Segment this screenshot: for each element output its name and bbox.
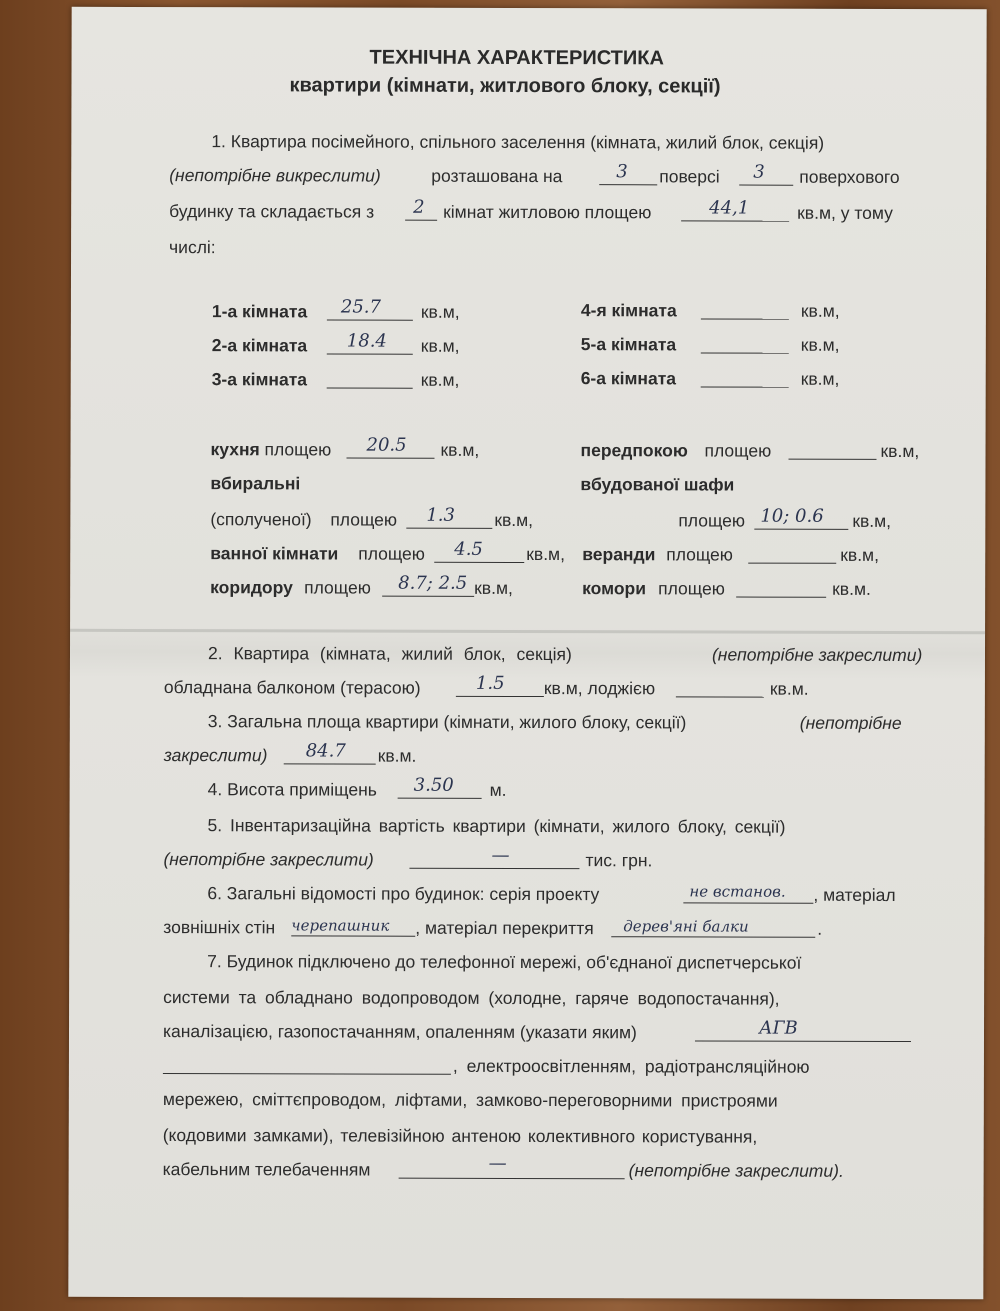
floor-value: 3 — [616, 161, 628, 183]
combined-value: 1.3 — [426, 504, 456, 526]
kitchen-unit: кв.м, — [440, 439, 480, 460]
kitchen-label: кухня — [210, 439, 260, 460]
toilet-label: вбиральні — [210, 473, 301, 494]
room-4-line — [701, 318, 789, 319]
inventory-line — [409, 868, 579, 869]
series-line — [683, 902, 813, 903]
room-2-value: 18.4 — [346, 330, 387, 352]
kitchen-area-word: площею — [264, 439, 332, 460]
floors-value: 3 — [753, 161, 765, 183]
room-3-label: 3-а кімната — [211, 369, 308, 390]
paper-fold — [70, 629, 985, 634]
hall-line — [789, 459, 877, 460]
p5-line1: 5. Інвентаризаційна вартість квартири (кімнати, жилого блоку, секції) — [207, 815, 786, 837]
rooms-line — [405, 220, 437, 221]
storage-label: комори — [582, 578, 647, 599]
p2-unit: кв.м. — [769, 678, 809, 699]
corridor-unit: кв.м, — [474, 577, 513, 598]
heating-line-2 — [163, 1073, 451, 1075]
p1-floor-word: поверсі — [659, 166, 720, 187]
floor-line — [599, 184, 657, 185]
living-line — [681, 220, 789, 221]
room-4-label: 4-я кімната — [580, 300, 677, 321]
room-1-value: 25.7 — [340, 296, 382, 318]
walls-value: черепашник — [291, 916, 390, 935]
kitchen-value: 20.5 — [366, 434, 407, 456]
builtin-label: вбудованої шафи — [580, 474, 735, 495]
combined-unit: кв.м, — [494, 509, 534, 531]
document-page — [68, 7, 986, 1299]
room-5-unit: кв.м, — [800, 334, 840, 355]
kitchen-line — [347, 458, 435, 459]
heating-line — [695, 1040, 911, 1042]
overlap-value: дерев'яні балки — [623, 917, 749, 936]
p1-line1: 1. Квартира посімейного, спільного заселення (кімната, жилий блок, секція) — [211, 131, 825, 153]
p7-note: (непотрібне закреслити). — [628, 1160, 844, 1181]
doc-subtitle: квартири (кімнати, житлового блоку, секції) — [289, 74, 721, 98]
builtin-area-word: площею — [678, 510, 746, 531]
hall-label: передпокою — [580, 440, 688, 461]
room-5-label: 5-а кімната — [580, 334, 677, 355]
room-3-unit: кв.м, — [420, 369, 460, 390]
builtin-unit: кв.м, — [852, 510, 892, 531]
balcony-line — [456, 696, 544, 697]
p6-material: , матеріал — [813, 884, 896, 905]
p6-walls: зовнішніх стін — [163, 917, 276, 938]
bath-line — [434, 562, 524, 563]
p1-chysli: числі: — [169, 237, 216, 258]
p4-unit: м. — [489, 779, 507, 800]
bath-unit: кв.м, — [526, 543, 566, 565]
room-6-line — [701, 386, 789, 387]
total-value: 84.7 — [305, 740, 346, 762]
veranda-label: веранди — [582, 544, 656, 565]
p7-line2: системи та обладнано водопроводом (холодне, гаряче водопостачання), — [163, 987, 780, 1009]
p4-label: 4. Висота приміщень — [207, 779, 377, 800]
room-6-unit: кв.м, — [800, 368, 840, 389]
combined-area-word: площею — [330, 509, 398, 530]
corridor-area-word: площею — [304, 577, 371, 598]
room-2-label: 2-а кімната — [211, 335, 308, 356]
loggia-line — [676, 696, 764, 697]
p6-floors-label: , матеріал перекриття — [415, 917, 594, 939]
floors-line — [739, 185, 793, 186]
storage-unit: кв.м. — [832, 578, 871, 599]
builtin-line — [754, 529, 848, 530]
corridor-label: коридору — [210, 577, 293, 598]
room-1-line — [327, 319, 413, 320]
p6-end: . — [817, 918, 823, 939]
combined-label: (сполученої) — [210, 509, 312, 530]
doc-title: ТЕХНІЧНА ХАРАКТЕРИСТИКА — [369, 46, 664, 70]
bath-value: 4.5 — [454, 538, 483, 560]
storage-line — [736, 597, 826, 598]
cable-line — [399, 1178, 625, 1180]
hall-unit: кв.м, — [880, 440, 920, 462]
p2-note: (непотрібне закреслити) — [711, 644, 923, 666]
living-area-value: 44,1 — [709, 197, 750, 219]
series-value: не встанов. — [689, 882, 786, 901]
p7-line3: каналізацією, газопостачанням, опаленням (указати яким) — [162, 1021, 637, 1043]
p5-note: (непотрібне закреслити) — [163, 849, 374, 870]
p1-note: (непотрібне викреслити) — [169, 165, 381, 186]
p2-line1: 2. Квартира (кімната, жилий блок, секція) — [207, 643, 572, 665]
corridor-value: 8.7; 2.5 — [398, 572, 468, 594]
storage-area-word: площею — [658, 578, 725, 599]
p2-line2: обладнана балконом (терасою) — [163, 677, 421, 698]
builtin-value: 10; 0.6 — [760, 505, 824, 527]
p7-line7: кабельним телебаченням — [162, 1159, 371, 1180]
rooms-value: 2 — [413, 196, 425, 218]
walls-line — [291, 935, 415, 936]
p3-line1: 3. Загальна площа квартири (кімнати, жилого блоку, секції) — [207, 711, 687, 733]
height-line — [398, 798, 482, 799]
p7-line4: , електроосвітленням, радіотрансляційною — [452, 1055, 810, 1077]
heating-value: АГВ — [758, 1017, 798, 1039]
total-line — [284, 763, 376, 764]
room-2-line — [327, 353, 413, 354]
combined-line — [406, 528, 492, 529]
p2-loggia: кв.м, лоджією — [543, 678, 656, 699]
room-6-label: 6-а кімната — [580, 368, 677, 389]
veranda-line — [748, 563, 836, 564]
p1-building: будинку та складається з — [169, 201, 375, 222]
height-value: 3.50 — [413, 774, 454, 796]
room-2-unit: кв.м, — [420, 335, 460, 356]
veranda-unit: кв.м, — [840, 544, 880, 565]
p1-storey-word: поверхового — [799, 166, 900, 187]
room-5-line — [701, 352, 789, 353]
p7-line1: 7. Будинок підключено до телефонної мережі, об'єднаної диспетчерської — [207, 951, 802, 973]
p7-line5: мережею, сміттєпроводом, ліфтами, замково-переговорними пристроями — [162, 1089, 778, 1111]
bath-label: ванної кімнати — [210, 543, 339, 564]
room-3-line — [327, 387, 413, 388]
p3-unit: кв.м. — [377, 745, 417, 766]
inventory-value: — — [491, 844, 510, 866]
p6-line1: 6. Загальні відомості про будинок: серія проекту — [207, 883, 600, 905]
bath-area-word: площею — [358, 543, 425, 564]
room-1-unit: кв.м, — [420, 301, 460, 322]
corridor-line — [382, 596, 474, 597]
p7-line6: (кодовими замками), телевізійною антеною колективного користування, — [162, 1125, 758, 1147]
p3-note2: закреслити) — [163, 745, 268, 766]
room-1-label: 1-а кімната — [211, 301, 308, 322]
veranda-area-word: площею — [666, 544, 733, 565]
balcony-value: 1.5 — [475, 672, 505, 694]
p1-located: розташована на — [431, 165, 563, 187]
p1-sqm-tomu: кв.м, у тому — [797, 202, 893, 223]
p5-unit: тис. грн. — [585, 850, 653, 871]
p3-note1: (непотрібне — [799, 712, 902, 733]
p1-rooms-word: кімнат житловою площею — [443, 201, 652, 223]
hall-area-word: площею — [704, 440, 772, 461]
cable-value: — — [488, 1152, 507, 1174]
room-4-unit: кв.м, — [800, 300, 840, 321]
